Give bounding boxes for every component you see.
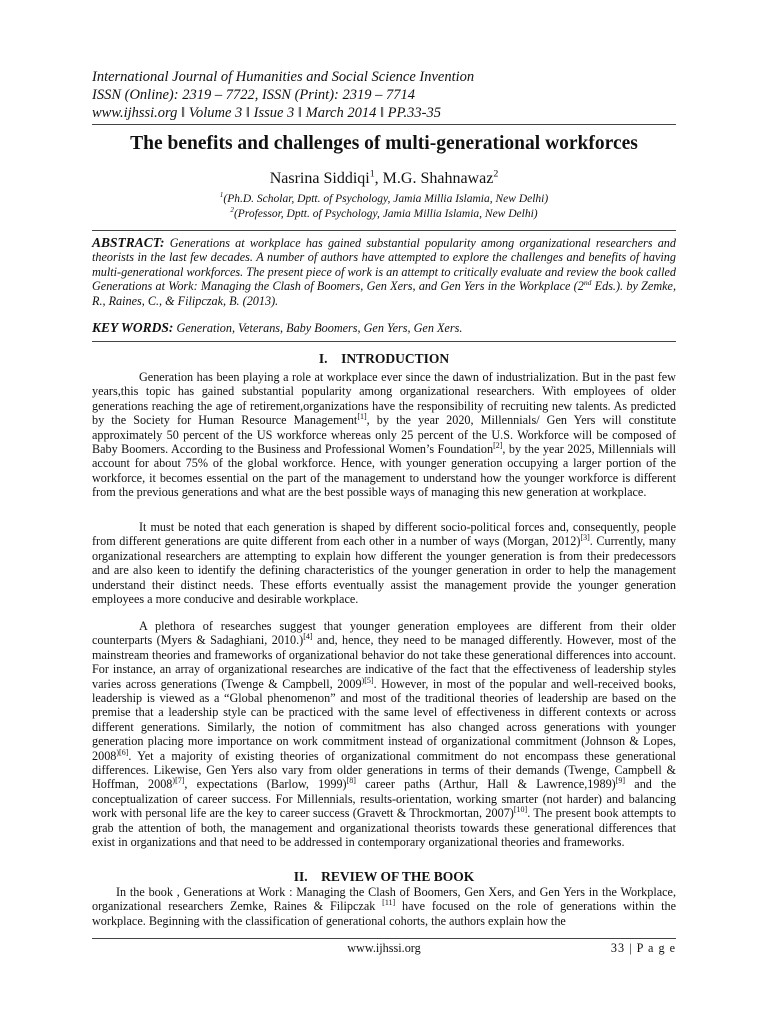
abstract-sup: nd (583, 278, 592, 288)
section-number: I. (318, 351, 328, 366)
author-name: M.G. Shahnawaz (382, 170, 494, 187)
citation-ref: [10] (513, 805, 528, 815)
keywords-label: KEY WORDS: (92, 320, 174, 335)
citation-ref: )[7] (172, 776, 185, 786)
affiliation (0, 193, 768, 205)
paragraph (92, 370, 676, 500)
footer-website[interactable]: www.ijhssi.org (347, 941, 421, 955)
author-name: Nasrina Siddiqi (269, 170, 370, 187)
journal-header (92, 68, 692, 122)
abstract-text: Eds.). by Zemke, R., Raines, C., & Filipczak, B. (2013). (92, 279, 676, 308)
footer-rule (92, 938, 676, 939)
paragraph-text: . The present book attempts to grab the attention of both, the management and organizational theorists towards these generational differences that exist in organizations and that need to be addressed in contemporary organizational theories and frameworks. (92, 806, 676, 850)
keywords-text: Generation, Veterans, Baby Boomers, Gen Yers, Gen Xers. (176, 321, 463, 335)
author-sup: 2 (493, 168, 499, 180)
footer-page-number: 33 | P a g e (610, 941, 676, 955)
paragraph (92, 885, 676, 928)
paragraph-text: , by the year 2025, Millennials will account for about 75% of the global workforce. Hence, with younger generation occupying a larger portion of the workforce, it becomes essential on the part of the management to understand how the younger workforce is different from the previous generations and what are the best possible ways of managing this new generation at workplace. (92, 442, 676, 500)
author-line (0, 170, 768, 188)
author-sup: 1 (369, 168, 375, 180)
paragraph-text: It must be noted that each generation is shaped by different socio-political forces and, consequently, people from different generations are quite different from each other in a number of ways (Morgan, 2012) (92, 520, 676, 549)
paragraph (92, 520, 676, 606)
abstract (92, 236, 676, 308)
journal-issue-line: www.ijhssi.org ǁ Volume 3 ǁ Issue 3 ǁ March 2014 ǁ PP.33-35 (92, 105, 441, 121)
paragraph-text: In the book , Generations at Work : Managing the Clash of Boomers, Gen Xers, and Gen Yers in the Workplace, organizational researchers Zemke, Raines & Filipczak (92, 885, 676, 914)
paragraph-text: and the conceptualization of career success. For Millennials, results-orientation, working smarter (not harder) and balancing work with personal life are the key to career success (Gravett & Throckmortan, 2007) (92, 777, 676, 821)
paragraph (92, 619, 676, 850)
paragraph-text: career paths (Arthur, Hall & Lawrence,1989) (355, 777, 616, 792)
affiliation-sup: 1 (219, 191, 224, 200)
citation-ref: [9] (615, 776, 626, 786)
section-heading (0, 351, 768, 367)
keywords-rule (92, 341, 676, 342)
paragraph-text: and, hence, they need to be managed differently. However, most of the mainstream theories and frameworks of organizational behavior do not take these generational differences into account. For instance, an array of organizational researches are indicative of the fact that the effectiveness of leadership styles varies across generations (Twenge & Campbell, 2009 (92, 633, 676, 691)
citation-ref: [1] (357, 412, 367, 422)
paragraph-text: Generation has been playing a role at workplace ever since the dawn of industrialization. But in the past few years,this topic has gained substantial popularity among organizational researchers. With employees of older generations reaching the age of retirement,organizations have the responsibility of recruiting new talents. As predicted by the Society for Human Resource Management (92, 370, 676, 428)
abstract-top-rule (92, 230, 676, 231)
affiliation-sup: 2 (230, 206, 234, 215)
paragraph-text: , by the year 2020, Millennials/ Gen Yers will constitute approximately 50 percent of the US workforce whereas only 25 percent of the U.S. Workforce will be composed of Baby Boomers. According to the Business and Professional Women’s Foundation (92, 413, 676, 457)
paper-title: The benefits and challenges of multi-generational workforces (130, 133, 638, 154)
author-separator: , (374, 170, 383, 187)
citation-ref: [8] (346, 776, 356, 786)
paragraph-text: have focused on the role of generations within the workplace. Beginning with the classification of generational cohorts, the authors explain how the (92, 899, 676, 928)
paragraph-text: A plethora of researches suggest that younger generation employees are different from their older counterparts (Myers & Sadaghiani, 2010.) (92, 619, 676, 648)
abstract-label: ABSTRACT: (92, 235, 165, 250)
affiliation (0, 208, 768, 220)
section-title: INTRODUCTION (341, 351, 450, 366)
affiliation-text: (Ph.D. Scholar, Dptt. of Psychology, Jamia Millia Islamia, New Delhi) (223, 193, 549, 205)
citation-ref: [2] (493, 440, 503, 450)
paragraph-text: . However, in most of the popular and well-received books, leadership is viewed as a “Global phenomenon” and most of the traditional theories of leadership are based on the premise that a leadership style can be practiced with the same level of effectiveness in different contexts or across different generations. Similarly, the notion of commitment has also changed across generations with younger generation placing more importance on work commitment instead of organizational commitment (Johnson & Lopes, 2008 (92, 676, 676, 763)
header-rule (92, 124, 676, 125)
section-heading (0, 869, 768, 885)
citation-ref: )[6] (116, 747, 129, 757)
section-number: II. (293, 869, 308, 884)
citation-ref: )[5] (361, 675, 374, 685)
affiliation-text: (Professor, Dptt. of Psychology, Jamia Millia Islamia, New Delhi) (233, 208, 538, 220)
citation-ref: [3] (580, 533, 590, 543)
citation-ref: [11] (382, 898, 396, 908)
paragraph-text: , expectations (Barlow, 1999) (184, 777, 347, 792)
journal-issn: ISSN (Online): 2319 – 7722, ISSN (Print): 2319 – 7714 (92, 87, 415, 103)
abstract-text: Generations at workplace has gained substantial popularity among organizational researchers and theorists in the last few decades. A number of authors have attempted to explore the challenges and benefits of having multi-generational workforces. The present piece of work is an attempt to critically evaluate and review the book called Generations at Work: Managing the Clash of Boomers, Gen Xers, and Gen Yers in the Workplace (2 (92, 236, 676, 294)
journal-name: International Journal of Humanities and Social Science Invention (92, 69, 475, 85)
citation-ref: [4] (303, 632, 313, 642)
paragraph-text: . Currently, many organizational researchers are attempting to explain how different the younger generation is from their predecessors and are also keen to identify the defining characteristics of the younger generation in order to help the management understand their distinct needs. These efforts eventually assist the management provide the younger generation employees a more conducive and desirable workplace. (92, 534, 676, 607)
section-title: REVIEW OF THE BOOK (321, 869, 475, 884)
paragraph-text: . Yet a majority of existing theories of organizational commitment do not encompass these generational differences. Likewise, Gen Yers also vary from older generations in terms of their demands (Twenge, Campbell & Hoffman, 2008 (92, 748, 676, 792)
keywords (92, 320, 676, 336)
